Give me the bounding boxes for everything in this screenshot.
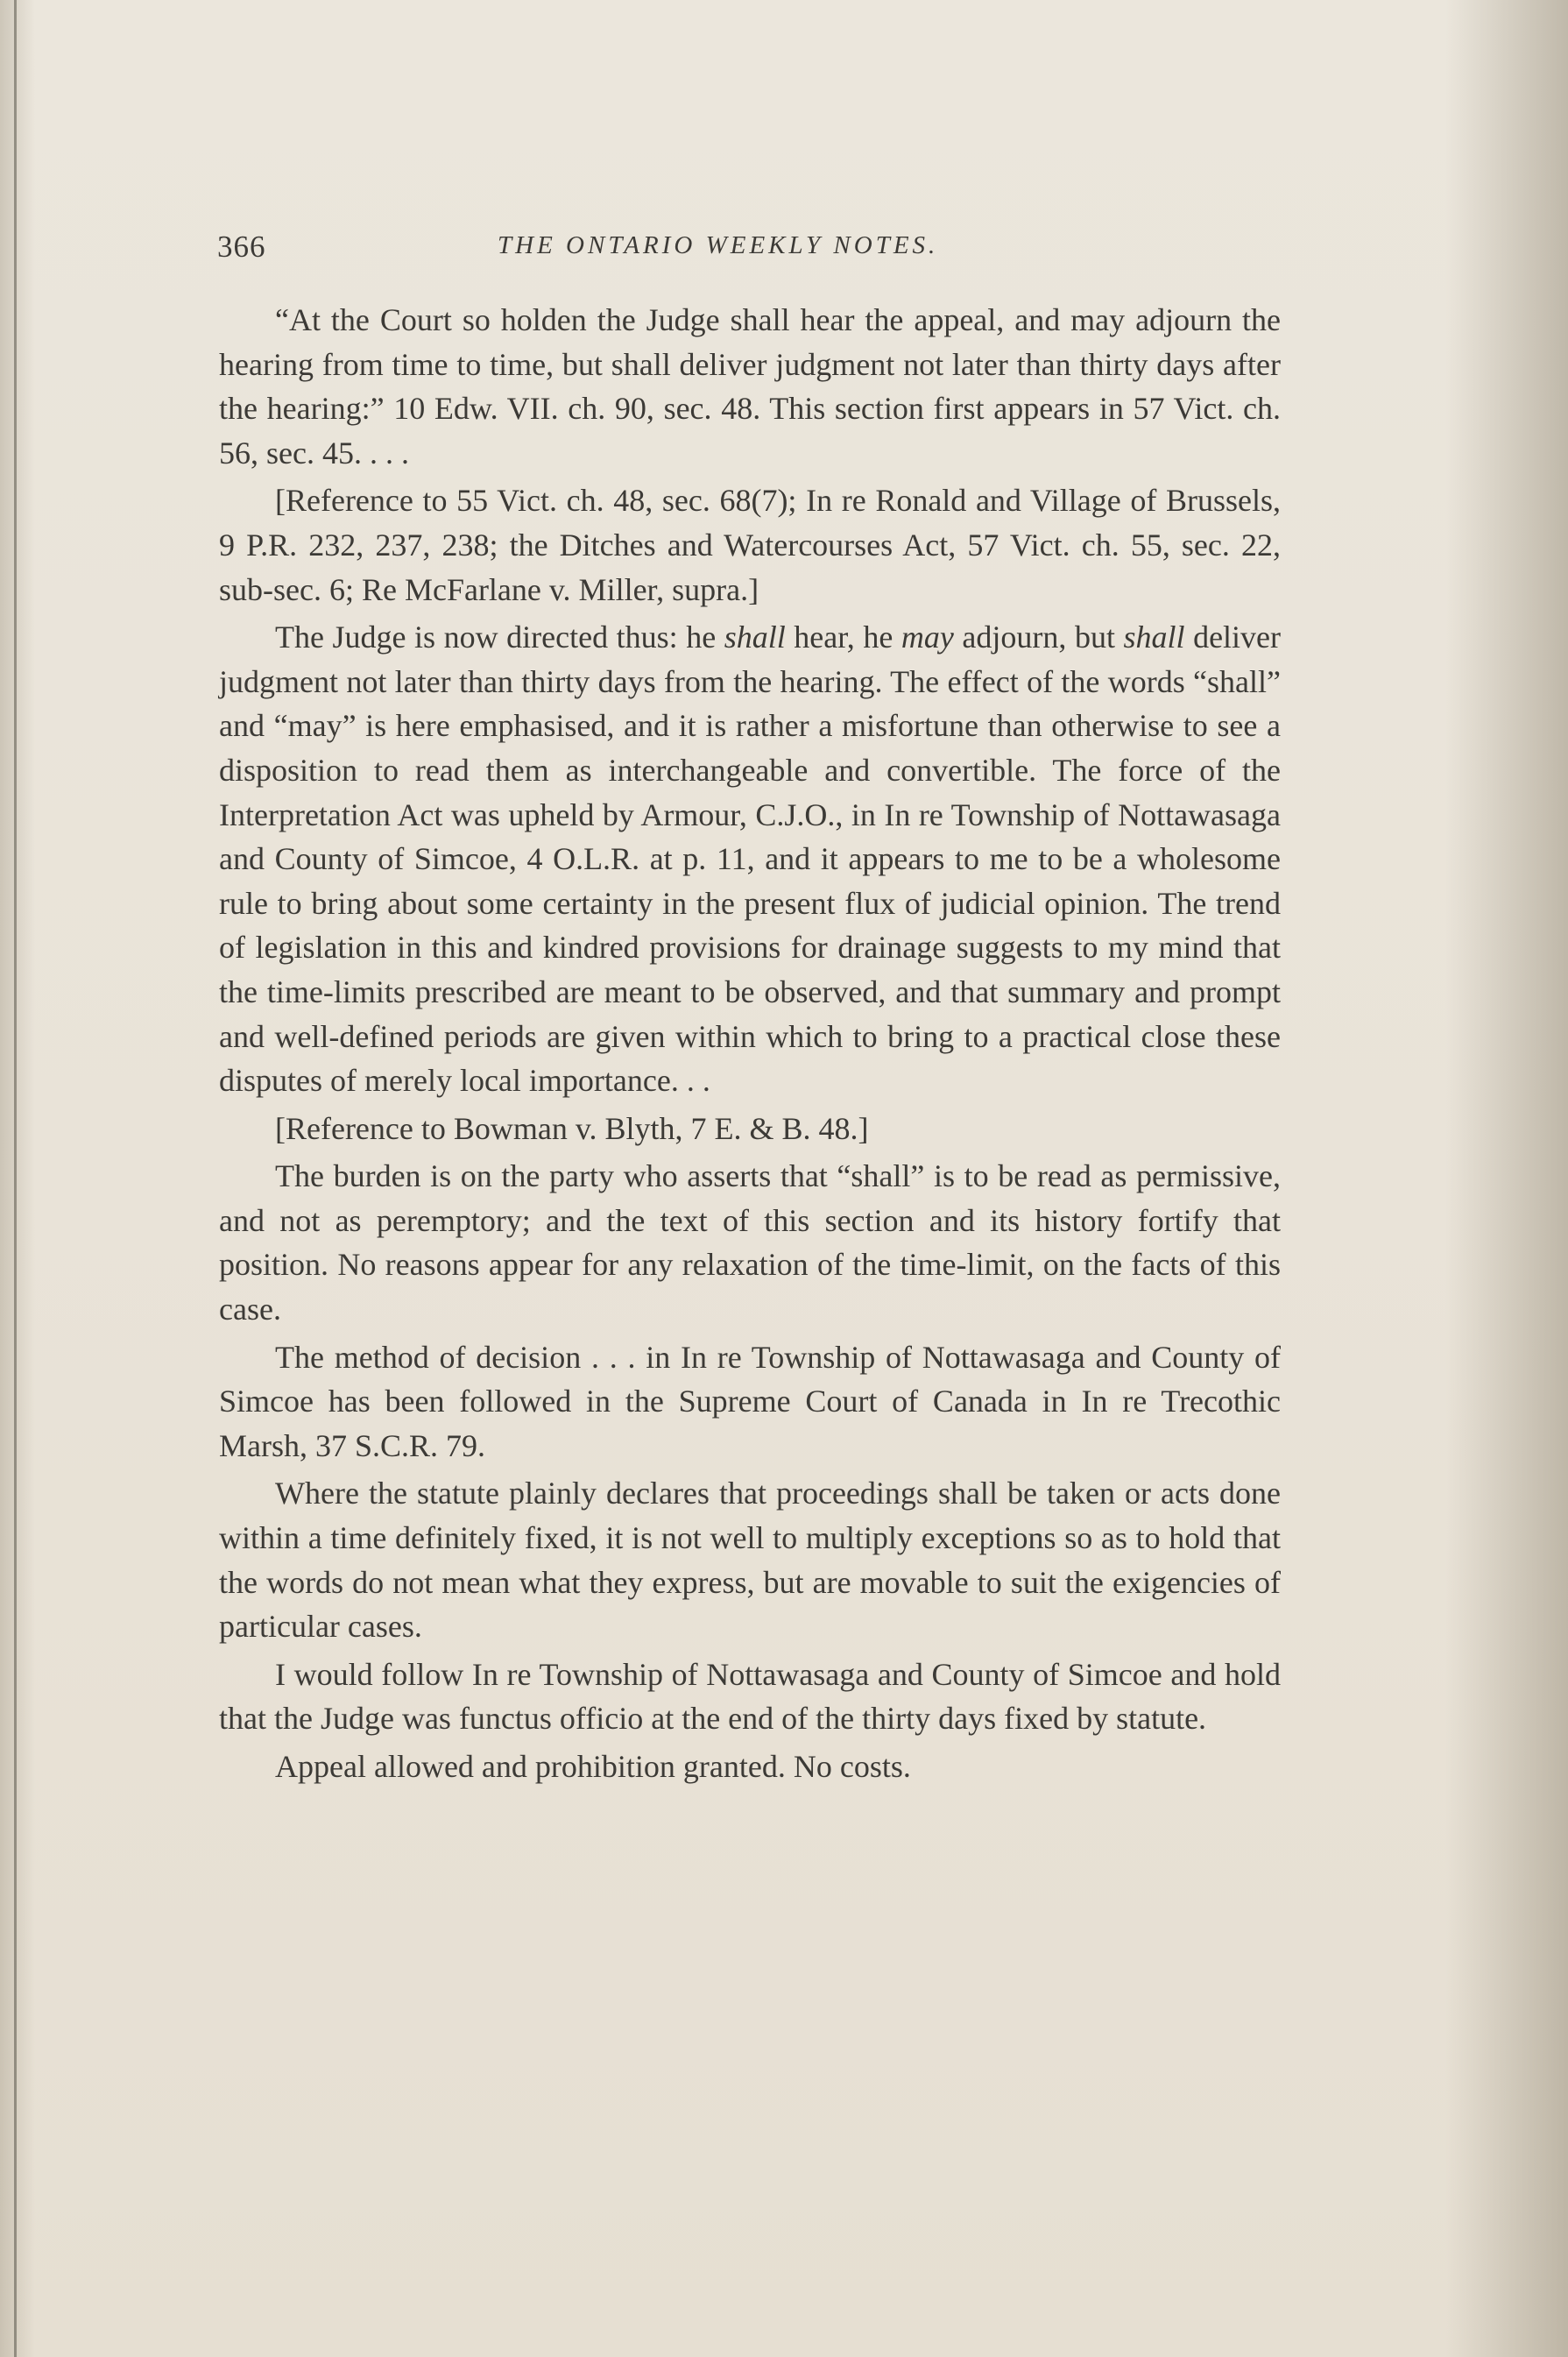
- emphasis-shall: shall: [1123, 619, 1185, 655]
- binding-gutter-line: [14, 0, 17, 2357]
- body-text: [219, 298, 1281, 1793]
- paragraph-method: The method of decision . . . in In re Township of Nottawasaga and County of Simcoe has been followed in the Supreme Court of Canada in In re Trecothic Marsh, 37 S.C.R. 79.: [219, 1339, 1281, 1463]
- page-header: [217, 230, 1281, 265]
- paragraph-statute: Where the statute plainly declares that proceedings shall be taken or acts done within a time definitely fixed, it is not well to multiply exceptions so as to hold that the words do not mean what they express, but are movable to suit the exigencies of particular cases.: [219, 1476, 1281, 1645]
- page-number: 366: [217, 230, 266, 264]
- paragraph-judge-directed: [219, 615, 1281, 1103]
- paragraph-disposition: Appeal allowed and prohibition granted. No costs.: [275, 1749, 911, 1784]
- text-run: adjourn, but: [953, 619, 1124, 655]
- paragraph-burden: The burden is on the party who asserts that “shall” is to be read as permissive, and not as peremptory; and the text of this section and its history fortify that position. No reasons appear for any relaxation of the time-limit, on the facts of this case.: [219, 1158, 1281, 1327]
- text-run: deliver judgment not later than thirty days from the hearing. The effect of the words “shall” and “may” is here emphasised, and it is rather a misfortune than otherwise to see a disposition to read them as interchangeable and convertible. The force of the Interpretation Act was upheld by Armour, C.J.O., in In re Township of Nottawasaga and County of Simcoe, 4 O.L.R. at p. 11, and it appears to me to be a wholesome rule to bring about some certainty in the present flux of judicial opinion. The trend of legislation in this and kindred provisions for drainage suggests to my mind that the time-limits prescribed are meant to be observed, and that summary and prompt and well-defined periods are given within which to bring to a practical close these disputes of merely local importance. . .: [219, 619, 1282, 1099]
- paragraph-follow: I would follow In re Township of Nottawasaga and County of Simcoe and hold that the Judge was functus officio at the end of the thirty days fixed by statute.: [219, 1656, 1281, 1737]
- running-head: THE ONTARIO WEEKLY NOTES.: [498, 231, 939, 259]
- paragraph-reference-1: [Reference to 55 Vict. ch. 48, sec. 68(7); In re Ronald and Village of Brussels, 9 P.R. 232, 237, 238; the Ditches and Watercourses Act, 57 Vict. ch. 55, sec. 22, sub-sec. 6; Re McFarlane v. Miller, supra.]: [219, 483, 1281, 607]
- emphasis-may: may: [901, 619, 954, 655]
- paragraph-reference-2: [Reference to Bowman v. Blyth, 7 E. & B. 48.]: [275, 1110, 869, 1146]
- text-run: The Judge is now directed thus: he: [275, 619, 724, 655]
- text-run: hear, he: [785, 619, 901, 655]
- paragraph-quote: “At the Court so holden the Judge shall hear the appeal, and may adjourn the hearing from time to time, but shall deliver judgment not later than thirty days after the hearing:” 10 Edw. VII. ch. 90, sec. 48. This section first appears in 57 Vict. ch. 56, sec. 45. . . .: [219, 302, 1281, 471]
- emphasis-shall: shall: [724, 619, 786, 655]
